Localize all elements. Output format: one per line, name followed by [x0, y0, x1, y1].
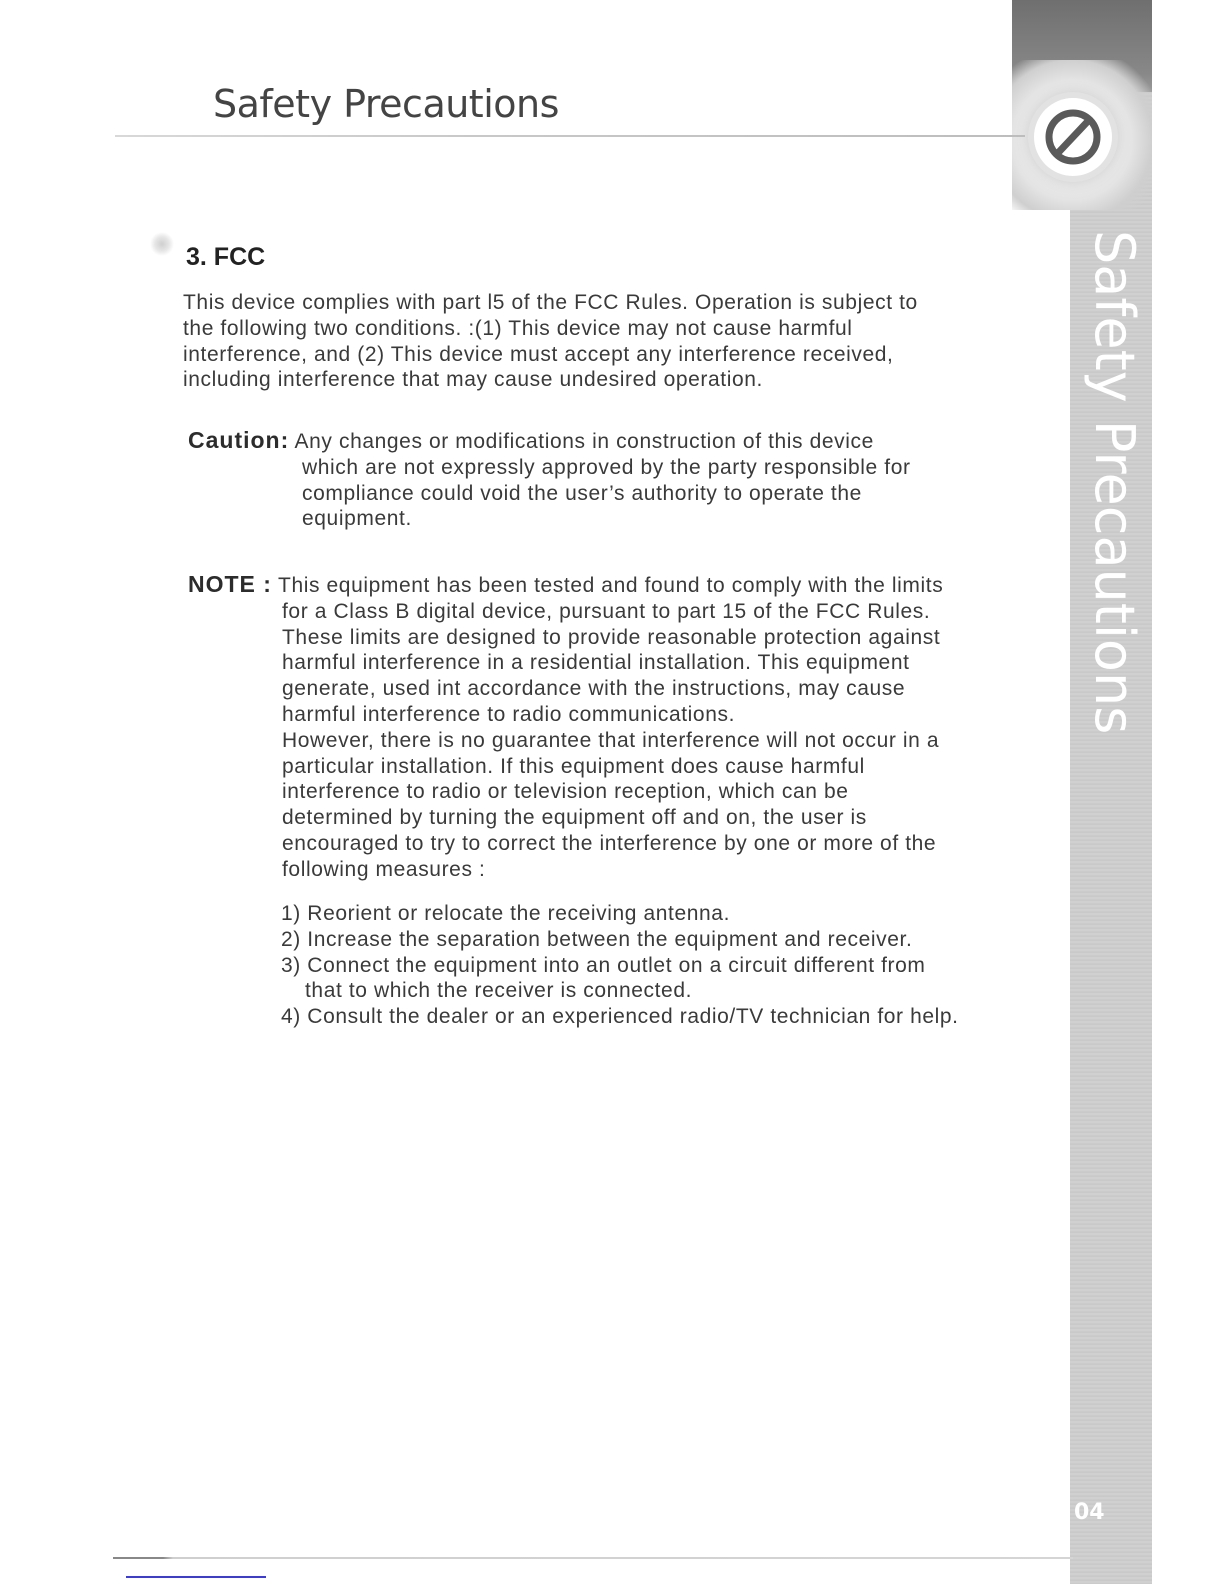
text-line: the following two conditions. :(1) This device may not cause harmful: [183, 316, 853, 340]
text-line: compliance could void the user’s authority to operate the: [302, 481, 862, 505]
caution-label: Caution:: [188, 427, 290, 453]
text-line: harmful interference in a residential installation. This equipment: [282, 651, 910, 675]
note-first-line: [188, 572, 1038, 599]
text-line: following measures :: [282, 857, 486, 881]
page-title: Safety Precautions: [213, 82, 559, 126]
page-number: 04: [1074, 1500, 1105, 1525]
note-continuation: [282, 599, 1038, 883]
title-divider: [115, 135, 1025, 137]
text-line: encouraged to try to correct the interference by one or more of the: [282, 831, 937, 855]
section-heading: 3. FCC: [186, 243, 266, 271]
side-tab-label: Safety Precautions: [1083, 230, 1146, 735]
prohibited-icon-svg: [1034, 98, 1112, 176]
text-line: equipment.: [302, 507, 412, 531]
list-item: 4) Consult the dealer or an experienced radio/TV technician for help.: [281, 1005, 959, 1029]
caution-block: [188, 428, 1028, 532]
text-line: interference, and (2) This device must accept any interference received,: [183, 342, 894, 366]
text-line: These limits are designed to provide reasonable protection against: [282, 625, 941, 649]
list-item: 2) Increase the separation between the equipment and receiver.: [281, 927, 913, 951]
text-line: interference to radio or television reception, which can be: [282, 780, 849, 804]
text-line: harmful interference to radio communications.: [282, 702, 736, 726]
measures-list: [281, 901, 1041, 1030]
text-line: which are not expressly approved by the party responsible for: [302, 455, 911, 479]
note-label: NOTE :: [188, 571, 272, 597]
text-line: including interference that may cause undesired operation.: [183, 368, 763, 392]
text-line: determined by turning the equipment off and on, the user is: [282, 806, 867, 830]
note-block: [188, 572, 1038, 883]
footer-divider: [113, 1557, 1073, 1559]
text-line: generate, used int accordance with the instructions, may cause: [282, 677, 906, 701]
list-item: 3) Connect the equipment into an outlet on a circuit different from: [281, 953, 926, 977]
text-line: However, there is no guarantee that interference will not occur in a: [282, 728, 940, 752]
text-line: for a Class B digital device, pursuant to part 15 of the FCC Rules.: [282, 599, 931, 623]
text-line: This equipment has been tested and found to comply with the limits: [278, 574, 944, 597]
text-line: particular installation. If this equipment does cause harmful: [282, 754, 865, 778]
list-item: 1) Reorient or relocate the receiving antenna.: [281, 902, 731, 925]
bullet-icon: [150, 230, 174, 260]
caution-first-line: [188, 428, 1028, 455]
prohibited-icon: [1034, 98, 1112, 176]
intro-paragraph: [183, 290, 1023, 393]
caution-continuation: [302, 455, 1028, 532]
footer-link-underline: [126, 1576, 266, 1578]
list-item-continuation: that to which the receiver is connected.: [305, 979, 693, 1003]
text-line: Any changes or modifications in construction of this device: [294, 430, 874, 453]
text-line: This device complies with part l5 of the FCC Rules. Operation is subject to: [183, 291, 918, 314]
